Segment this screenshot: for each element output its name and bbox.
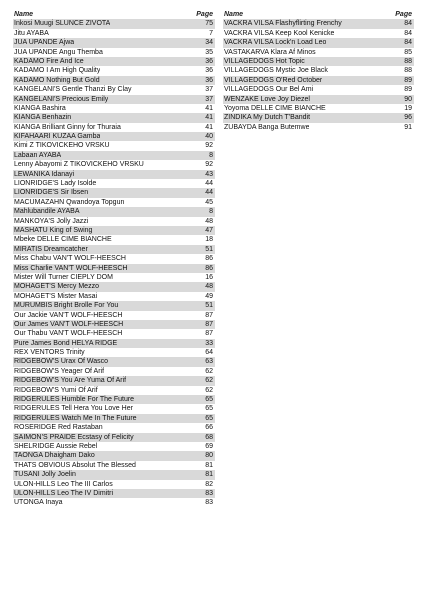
table-row xyxy=(13,245,215,254)
entry-name: Jitu AYABA xyxy=(14,29,49,37)
table-row xyxy=(223,76,414,85)
entry-name: Miss Charlie VAN'T WOLF-HEESCH xyxy=(14,264,128,272)
entry-page: 88 xyxy=(404,67,412,75)
entry-page: 51 xyxy=(205,302,213,310)
entry-name: LIONRIDGE'S Sir Ibsen xyxy=(14,189,89,197)
entry-name: VILLAGEDOGS O'Red October xyxy=(224,76,323,84)
entry-name: KADAMO I Am High Quality xyxy=(14,67,101,75)
entry-name: MOHAGET'S Mercy Mezzo xyxy=(14,283,99,291)
name-column-header: Name xyxy=(224,11,244,18)
entry-page: 16 xyxy=(205,273,213,281)
entry-name: KIANGA Brilliant Ginny for Thuraia xyxy=(14,123,121,131)
index-rows-right xyxy=(223,19,414,132)
table-row xyxy=(13,282,215,291)
table-row xyxy=(13,489,215,498)
table-row xyxy=(13,451,215,460)
entry-name: Labaan AYABA xyxy=(14,151,62,159)
table-row xyxy=(13,235,215,244)
table-row xyxy=(13,423,215,432)
table-header xyxy=(13,10,215,19)
entry-page: 83 xyxy=(205,489,213,497)
entry-page: 34 xyxy=(205,39,213,47)
table-row xyxy=(223,66,414,75)
table-row xyxy=(13,198,215,207)
table-row xyxy=(13,348,215,357)
table-row xyxy=(13,170,215,179)
entry-name: Pure James Bond HELYA RIDGE xyxy=(14,339,118,347)
entry-page: 7 xyxy=(209,29,213,37)
table-row xyxy=(13,470,215,479)
table-row xyxy=(13,95,215,104)
entry-page: 48 xyxy=(205,217,213,225)
entry-name: VACKRA VILSA Flashyflirting Frenchy xyxy=(224,20,342,28)
entry-name: VACKRA VILSA Keep Kool Kenicke xyxy=(224,29,335,37)
entry-page: 86 xyxy=(205,264,213,272)
entry-page: 84 xyxy=(404,29,412,37)
index-column-right xyxy=(223,10,414,132)
table-row xyxy=(13,329,215,338)
entry-page: 36 xyxy=(205,57,213,65)
entry-name: THATS OBVIOUS Absolut The Blessed xyxy=(14,461,136,469)
table-row xyxy=(13,433,215,442)
entry-name: Our Thabu VAN'T WOLF-HEESCH xyxy=(14,330,123,338)
entry-page: 44 xyxy=(205,180,213,188)
entry-name: Lenny Abayomi Z TIKOVICKEHO VRSKU xyxy=(14,161,144,169)
table-row xyxy=(13,367,215,376)
entry-page: 62 xyxy=(205,377,213,385)
entry-page: 44 xyxy=(205,189,213,197)
entry-name: ULON-HILLS Leo The III Carlos xyxy=(14,480,113,488)
table-row xyxy=(13,395,215,404)
table-row xyxy=(223,104,414,113)
entry-name: VILLAGEDOGS Mystic Joe Black xyxy=(224,67,328,75)
entry-name: ZINDIKA My Dutch T'Bandit xyxy=(224,114,311,122)
entry-name: ROSERIDGE Red Rastaban xyxy=(14,424,103,432)
table-row xyxy=(223,113,414,122)
entry-page: 63 xyxy=(205,358,213,366)
entry-name: Kimi Z TIKOVICKEHO VRSKU xyxy=(14,142,110,150)
entry-name: RIDGEBOW'S You Are Yuma Of Arif xyxy=(14,377,127,385)
entry-name: KANGELANI'S Precious Emily xyxy=(14,95,109,103)
table-row xyxy=(13,151,215,160)
entry-page: 64 xyxy=(205,349,213,357)
entry-page: 51 xyxy=(205,245,213,253)
entry-name: Our James VAN'T WOLF-HEESCH xyxy=(14,320,124,328)
page-column-header: Page xyxy=(196,11,213,18)
entry-page: 45 xyxy=(205,198,213,206)
entry-page: 90 xyxy=(404,95,412,103)
table-row xyxy=(223,29,414,38)
entry-page: 65 xyxy=(205,405,213,413)
entry-page: 62 xyxy=(205,367,213,375)
table-row xyxy=(13,254,215,263)
entry-name: KADAMO Fire And Ice xyxy=(14,57,84,65)
entry-name: REX VENTORS Trinity xyxy=(14,349,85,357)
entry-name: LIONRIDGE'S Lady Isolde xyxy=(14,180,97,188)
table-row xyxy=(13,226,215,235)
entry-name: KANGELANI'S Gentle Thanzi By Clay xyxy=(14,86,132,94)
entry-name: Yoyoma DELLE CIME BIANCHE xyxy=(224,104,326,112)
table-row xyxy=(13,76,215,85)
entry-name: RIDGEBOW'S Yumi Of Arif xyxy=(14,386,98,394)
table-row xyxy=(13,141,215,150)
entry-name: ULON-HILLS Leo The IV Dimitri xyxy=(14,489,114,497)
entry-name: JUA UPANDE Angu Themba xyxy=(14,48,103,56)
entry-name: Mbeke DELLE CIME BIANCHE xyxy=(14,236,112,244)
entry-name: Inkosi Muugi SLUNCE ZIVOTA xyxy=(14,20,111,28)
entry-page: 40 xyxy=(205,133,213,141)
entry-name: LEWANIKA Idanayi xyxy=(14,170,75,178)
table-row xyxy=(13,404,215,413)
table-row xyxy=(13,179,215,188)
entry-name: TAONGA Dhaigham Dako xyxy=(14,452,95,460)
table-row xyxy=(13,85,215,94)
table-row xyxy=(13,339,215,348)
entry-name: RIDGERULES Tell Hera You Love Her xyxy=(14,405,133,413)
entry-page: 62 xyxy=(205,386,213,394)
table-row xyxy=(13,217,215,226)
table-row xyxy=(223,123,414,132)
entry-name: VILLAGEDOGS Our Bel Ami xyxy=(224,86,314,94)
entry-page: 66 xyxy=(205,424,213,432)
table-row xyxy=(13,442,215,451)
entry-page: 43 xyxy=(205,170,213,178)
entry-name: WENZAKE Love Joy Diezel xyxy=(224,95,310,103)
entry-page: 80 xyxy=(205,452,213,460)
table-row xyxy=(13,320,215,329)
entry-name: SAIMON'S PRAIDE Ecstasy of Felicity xyxy=(14,433,134,441)
entry-name: MASHATU King of Swing xyxy=(14,226,93,234)
entry-name: ZUBAYDA Banga Butemwe xyxy=(224,123,310,131)
entry-page: 91 xyxy=(404,123,412,131)
table-row xyxy=(13,38,215,47)
table-row xyxy=(223,19,414,28)
entry-name: Mahlubandile AYABA xyxy=(14,208,80,216)
table-row xyxy=(13,48,215,57)
entry-page: 87 xyxy=(205,311,213,319)
entry-name: MURUMBIS Bright Brolle For You xyxy=(14,302,119,310)
entry-name: VASTAKARVA Klara Af Minos xyxy=(224,48,316,56)
entry-page: 36 xyxy=(205,67,213,75)
entry-page: 81 xyxy=(205,461,213,469)
entry-page: 68 xyxy=(205,433,213,441)
table-row xyxy=(223,57,414,66)
entry-page: 37 xyxy=(205,95,213,103)
table-row xyxy=(13,480,215,489)
entry-page: 37 xyxy=(205,86,213,94)
entry-name: RIDGERULES Watch Me In The Future xyxy=(14,414,137,422)
entry-name: SHELRIDGE Aussie Rebel xyxy=(14,442,98,450)
entry-page: 87 xyxy=(205,320,213,328)
table-row xyxy=(13,357,215,366)
entry-page: 89 xyxy=(404,76,412,84)
entry-name: MOHAGET'S Mister Masai xyxy=(14,292,98,300)
entry-name: Mister Will Turner CIEPLY DOM xyxy=(14,273,113,281)
table-row xyxy=(13,188,215,197)
table-header xyxy=(223,10,414,19)
entry-page: 41 xyxy=(205,123,213,131)
entry-page: 47 xyxy=(205,226,213,234)
entry-page: 86 xyxy=(205,255,213,263)
entry-name: VILLAGEDOGS Hot Topic xyxy=(224,57,305,65)
table-row xyxy=(223,95,414,104)
entry-page: 84 xyxy=(404,20,412,28)
entry-page: 19 xyxy=(404,104,412,112)
table-row xyxy=(13,207,215,216)
entry-page: 75 xyxy=(205,20,213,28)
entry-name: RIDGERULES Humble For The Future xyxy=(14,396,135,404)
entry-page: 81 xyxy=(205,471,213,479)
table-row xyxy=(13,461,215,470)
entry-page: 49 xyxy=(205,292,213,300)
table-row xyxy=(13,264,215,273)
entry-page: 83 xyxy=(205,499,213,507)
entry-name: RIDGEBOW'S Urax Of Wasco xyxy=(14,358,109,366)
index-column-left xyxy=(13,10,215,508)
name-column-header: Name xyxy=(14,11,34,18)
table-row xyxy=(13,273,215,282)
entry-name: KIFAHAARI KUZAA Gamba xyxy=(14,133,101,141)
table-row xyxy=(13,123,215,132)
entry-page: 92 xyxy=(205,161,213,169)
entry-page: 35 xyxy=(205,48,213,56)
table-row xyxy=(223,48,414,57)
table-row xyxy=(13,292,215,301)
entry-page: 33 xyxy=(205,339,213,347)
table-row xyxy=(13,386,215,395)
table-row xyxy=(13,132,215,141)
entry-name: Our Jackie VAN'T WOLF-HEESCH xyxy=(14,311,123,319)
entry-page: 96 xyxy=(404,114,412,122)
entry-page: 8 xyxy=(209,208,213,216)
entry-name: MACUMAZAHN Qwandoya Topgun xyxy=(14,198,125,206)
entry-page: 36 xyxy=(205,76,213,84)
entry-page: 88 xyxy=(404,57,412,65)
entry-page: 92 xyxy=(205,142,213,150)
entry-page: 87 xyxy=(205,330,213,338)
entry-page: 8 xyxy=(209,151,213,159)
entry-page: 89 xyxy=(404,86,412,94)
entry-name: KIANGA Benhazin xyxy=(14,114,72,122)
entry-name: KADAMO Nothing But Gold xyxy=(14,76,100,84)
table-row xyxy=(223,85,414,94)
entry-page: 82 xyxy=(205,480,213,488)
entry-name: JUA UPANDE Ajwa xyxy=(14,39,75,47)
entry-name: Miss Chabu VAN'T WOLF-HEESCH xyxy=(14,255,126,263)
table-row xyxy=(13,498,215,507)
table-row xyxy=(223,38,414,47)
table-row xyxy=(13,66,215,75)
entry-name: TUSANI Jolly Joelin xyxy=(14,471,76,479)
entry-page: 85 xyxy=(404,48,412,56)
table-row xyxy=(13,160,215,169)
entry-name: UTONGA Inaya xyxy=(14,499,63,507)
entry-page: 69 xyxy=(205,442,213,450)
entry-page: 65 xyxy=(205,414,213,422)
table-row xyxy=(13,301,215,310)
table-row xyxy=(13,311,215,320)
entry-page: 84 xyxy=(404,39,412,47)
entry-page: 41 xyxy=(205,114,213,122)
entry-name: KIANGA Bashira xyxy=(14,104,66,112)
page-column-header: Page xyxy=(395,11,412,18)
entry-page: 48 xyxy=(205,283,213,291)
entry-name: MIRATIS Dreamcatcher xyxy=(14,245,88,253)
table-row xyxy=(13,19,215,28)
table-row xyxy=(13,104,215,113)
entry-page: 18 xyxy=(205,236,213,244)
entry-name: MANKOYA'S Jolly Jazzi xyxy=(14,217,89,225)
index-rows-left xyxy=(13,19,215,507)
table-row xyxy=(13,113,215,122)
table-row xyxy=(13,29,215,38)
entry-page: 65 xyxy=(205,396,213,404)
table-row xyxy=(13,57,215,66)
entry-page: 41 xyxy=(205,104,213,112)
table-row xyxy=(13,376,215,385)
table-row xyxy=(13,414,215,423)
entry-name: RIDGEBOW'S Yeager Of Arif xyxy=(14,367,105,375)
entry-name: VACKRA VILSA Lock'n Load Leo xyxy=(224,39,327,47)
